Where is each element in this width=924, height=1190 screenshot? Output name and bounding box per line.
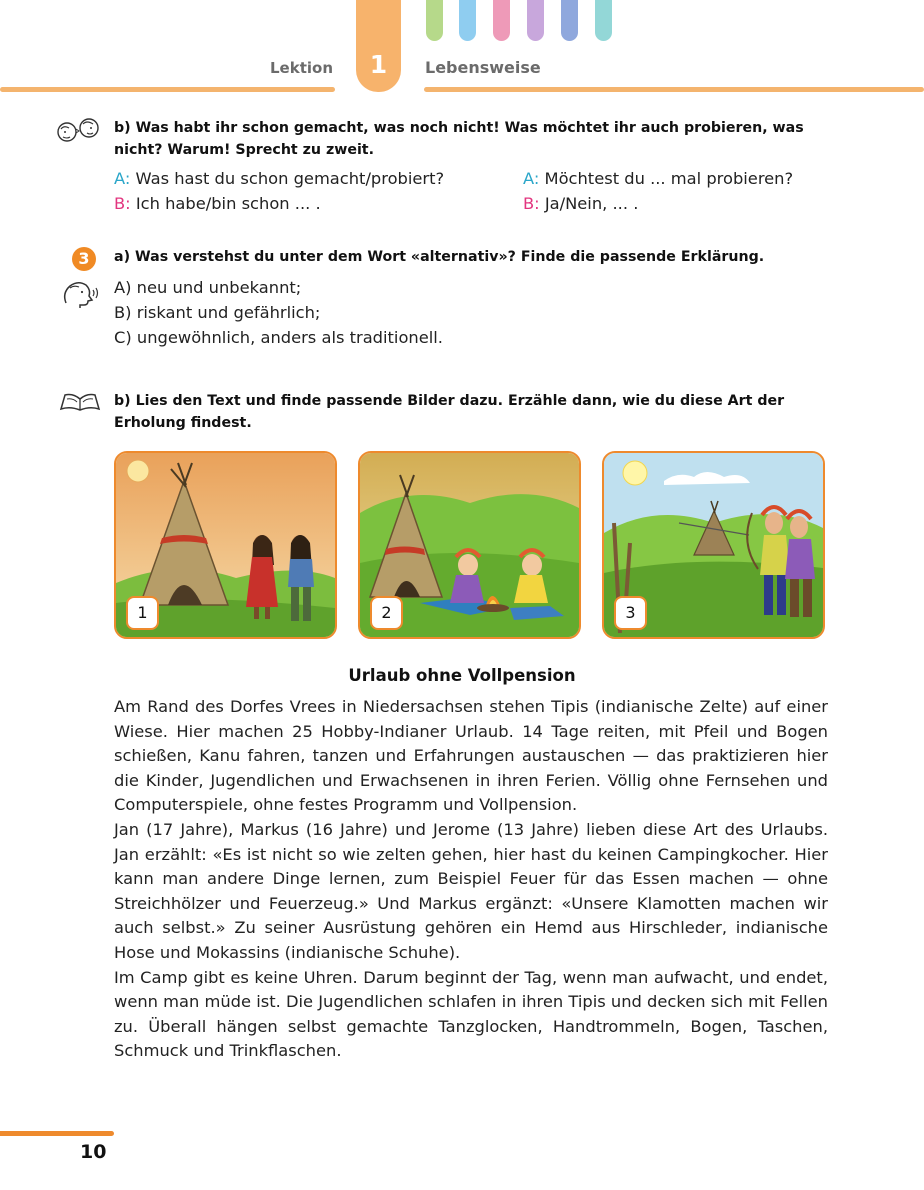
speaker-b-label: B:	[523, 194, 540, 213]
instruction-3a: a) Was verstehst du unter dem Wort «alternativ»? Finde die passende Erklärung.	[114, 249, 765, 265]
header-line-right	[424, 87, 924, 92]
speaking-head-icon	[60, 279, 100, 313]
lesson-topic: Lebensweise	[425, 58, 541, 77]
speaker-b-label: B:	[114, 194, 131, 213]
picture-number: 2	[370, 596, 403, 630]
article-paragraph: Jan (17 Jahre), Markus (16 Jahre) und Jerome (13 Jahre) lieben diese Art des Urlaubs. Jan erzählt: «Es ist nicht so wie zelten gehen, hier hast du keinen Campingkocher. Hier kann man andere Dinge lernen, zum Beispiel Feuer für das Essen machen — ohne Streichhölzer und Feuerzeug.» Und Markus ergänzt: «Unsere Klamotten machen wir auch selbst.» Zu seiner Ausrüstung gehören ein Hemd aus Hirschleder, indianische Hose und Mokassins (indianische Schuhe).	[114, 819, 828, 962]
dialog-line	[523, 191, 638, 216]
answer-option: A) neu und unbekannt;	[114, 278, 302, 297]
speaker-a-label: A:	[523, 169, 540, 188]
lektion-label: Lektion	[270, 59, 334, 77]
picture-number: 3	[614, 596, 647, 630]
color-tab-purple	[527, 0, 544, 41]
dialog-text: Möchtest du ... mal probieren?	[544, 169, 794, 188]
instruction-3b: b) Lies den Text und finde passende Bilder dazu. Erzähle dann, wie du diese Art der Erholung findest.	[114, 393, 785, 431]
dialog-line	[114, 191, 321, 216]
article-title: Urlaub ohne Vollpension	[348, 666, 576, 685]
dialog-text: Ja/Nein, ... .	[544, 194, 639, 213]
exercise-number-badge: 3	[72, 247, 96, 271]
color-tab-pink	[493, 0, 510, 41]
color-tab-teal	[595, 0, 612, 41]
open-book-icon	[58, 389, 102, 417]
color-tab-indigo	[561, 0, 578, 41]
dialog-line	[523, 166, 793, 191]
dialog-text: Was hast du schon gemacht/probiert?	[135, 169, 445, 188]
color-tab-blue	[459, 0, 476, 41]
page-number: 10	[80, 1141, 107, 1163]
article-body	[114, 695, 828, 1064]
speaker-a-label: A:	[114, 169, 131, 188]
article-paragraph: Im Camp gibt es keine Uhren. Darum beginnt der Tag, wenn man aufwacht, und endet, wenn man müde ist. Die Jugendlichen schlafen in ihren Tipis und decken sich mit Fellen zu. Überall hängen selbst gemachte Tanzglocken, Handtrommeln, Bogen, Taschen, Schmuck und Trinkflaschen.	[114, 967, 828, 1061]
dialog-line	[114, 166, 444, 191]
picture-2	[358, 451, 581, 639]
lesson-number: 1	[369, 50, 388, 79]
dialog-text: Ich habe/bin schon ... .	[135, 194, 321, 213]
picture-number: 1	[126, 596, 159, 630]
picture-1	[114, 451, 337, 639]
article-paragraph: Am Rand des Dorfes Vrees in Niedersachsen stehen Tipis (indianische Zelte) auf einer Wiese. Hier machen 25 Hobby-Indianer Urlaub. 14 Tage reiten, mit Pfeil und Bogen schießen, Kanu fahren, tanzen und Erfahrungen austauschen — das praktizieren hier die Kinder, Jugendlichen und Erwachsenen in ihren Ferien. Völlig ohne Fernsehen und Computerspiele, ohne festes Programm und Vollpension.	[114, 697, 828, 815]
header-line-left	[0, 87, 335, 92]
footer-line	[0, 1131, 114, 1136]
two-heads-talking-icon	[54, 116, 104, 150]
picture-3	[602, 451, 825, 639]
instruction-dialog: b) Was habt ihr schon gemacht, was noch nicht! Was möchtet ihr auch probieren, was nicht? Warum! Sprecht zu zweit.	[114, 120, 804, 158]
color-tab-green	[426, 0, 443, 41]
answer-option: B) riskant und gefährlich;	[114, 303, 321, 322]
answer-option: C) ungewöhnlich, anders als traditionell.	[114, 328, 443, 347]
